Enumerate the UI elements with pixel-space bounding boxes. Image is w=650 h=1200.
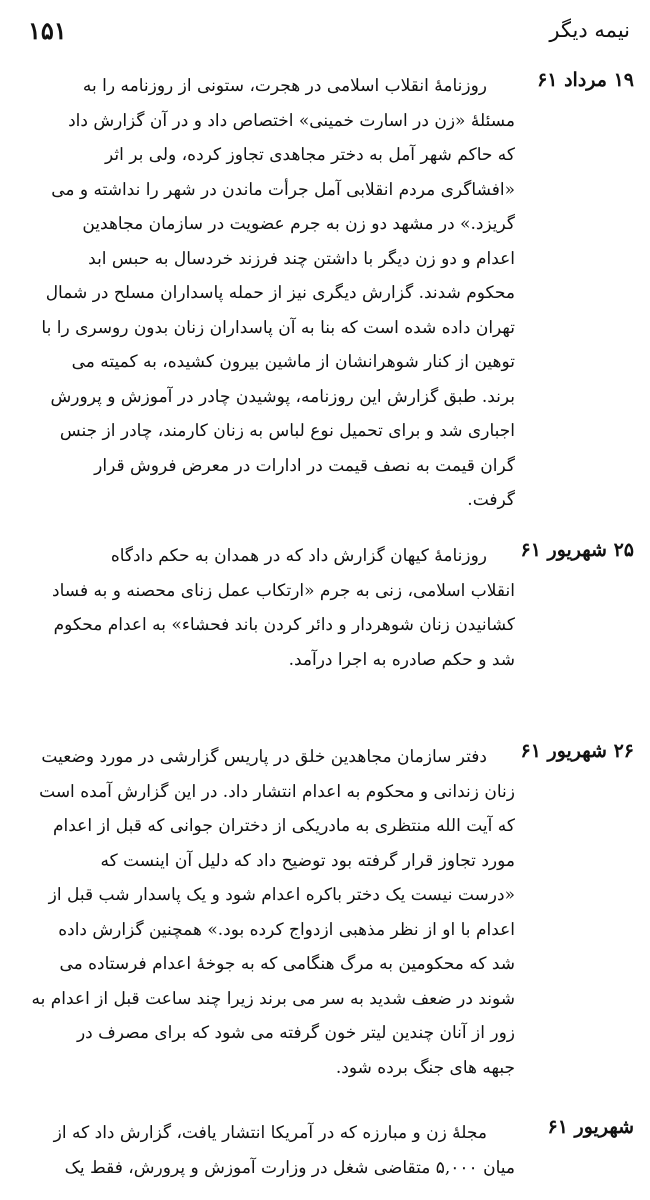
- text-line: که آیت الله منتظری به مادریکی از دختران جوانی که قبل از اعدام: [53, 816, 515, 836]
- text-line: مسئلهٔ «زن در اسارت خمینی» اختصاص داد و در آن گزارش داد: [68, 110, 515, 131]
- entry-date: شهریور ۶۱: [547, 1116, 634, 1138]
- text-line: گران قیمت به نصف قیمت در ادارات در معرض فروش قرار: [94, 455, 515, 476]
- text-line: اعدام با او از نظر مذهبی ازدواج کرده بود.» همچنین گزارش داده: [58, 919, 515, 940]
- text-line: شوند در ضعف شدید به سر می برند زیرا چند ساعت قبل از اعدام به: [31, 988, 515, 1009]
- text-line: مورد تجاوز قرار گرفته بود توضیح داد که دلیل آن اینست که: [100, 850, 515, 871]
- text-line: انقلاب اسلامی، زنی به جرم «ارتکاب عمل زنای محصنه و به فساد: [52, 580, 515, 601]
- text-line: اجباری شد و برای تحمیل نوع لباس به زنان کارمند، چادر از جنس: [59, 421, 515, 441]
- text-line: توهین از کنار شوهرانشان از ماشین بیرون کشیده، به کمیته می: [71, 352, 515, 372]
- text-line: کشانیدن زنان شوهردار و دائر کردن باند فحشاء» به اعدام محکوم: [53, 615, 515, 635]
- page-number: ۱۵۱: [28, 16, 67, 45]
- text-line: گریزد.» در مشهد دو زن به جرم عضویت در سازمان مجاهدین: [82, 214, 515, 234]
- entry-body: [18, 740, 515, 1085]
- text-line: تهران داده شده است که بنا به آن پاسداران زنان بدون روسری را با: [41, 317, 515, 338]
- text-line: مجلهٔ زن و مبارزه که در آمریکا انتشار یافت، گزارش داد که از: [53, 1123, 487, 1143]
- entry-date: ۲۶ شهریور ۶۱: [520, 740, 634, 762]
- text-line: شد که محکومین به مرگ هنگامی که به جوخهٔ اعدام فرستاده می: [59, 954, 515, 974]
- text-line: جبهه های جنگ برده شود.: [335, 1057, 515, 1078]
- entry-body: [18, 1116, 515, 1185]
- entry-date: ۲۵ شهریور ۶۱: [520, 539, 634, 561]
- text-line: اعدام و دو زن دیگر با داشتن چند فرزند خردسال به حبس ابد: [88, 248, 515, 269]
- running-head: نیمه دیگر: [549, 18, 630, 42]
- page-header: [0, 10, 650, 50]
- text-line: زور از آنان چندین لیتر خون گرفته می شود که برای مصرف در: [76, 1023, 515, 1043]
- text-line: زنان زندانی و محکوم به اعدام انتشار داد. در این گزارش آمده است: [39, 781, 515, 802]
- entry-date: ۱۹ مرداد ۶۱: [537, 69, 634, 91]
- text-line: «درست نیست یک دختر باکره اعدام شود و یک پاسدار شب قبل از: [48, 885, 515, 905]
- text-line: که حاکم شهر آمل به دختر مجاهدی تجاوز کرده، ولی بر اثر: [104, 145, 515, 165]
- text-line: شد و حکم صادره به اجرا درآمد.: [288, 649, 515, 670]
- entry-body: [18, 539, 515, 677]
- text-line: میان ۵,۰۰۰ متقاضی شغل در وزارت آموزش و پرورش، فقط یک: [64, 1157, 515, 1178]
- text-line: روزنامهٔ انقلاب اسلامی در هجرت، ستونی از روزنامه را به: [82, 76, 487, 96]
- entry-body: [18, 69, 515, 518]
- text-line: دفتر سازمان مجاهدین خلق در پاریس گزارشی در مورد وضعیت: [41, 747, 487, 767]
- text-line: گرفت.: [467, 490, 515, 510]
- text-line: «افشاگری مردم انقلابی آمل جرأت ماندن در شهر را نداشته و می: [51, 179, 515, 200]
- text-line: برند. طبق گزارش این روزنامه، پوشیدن چادر در آموزش و پرورش: [50, 386, 515, 407]
- text-line: محکوم شدند. گزارش دیگری نیز از حمله پاسداران مسلح در شمال: [45, 283, 515, 303]
- text-line: روزنامهٔ کیهان گزارش داد که در همدان به حکم دادگاه: [110, 546, 487, 566]
